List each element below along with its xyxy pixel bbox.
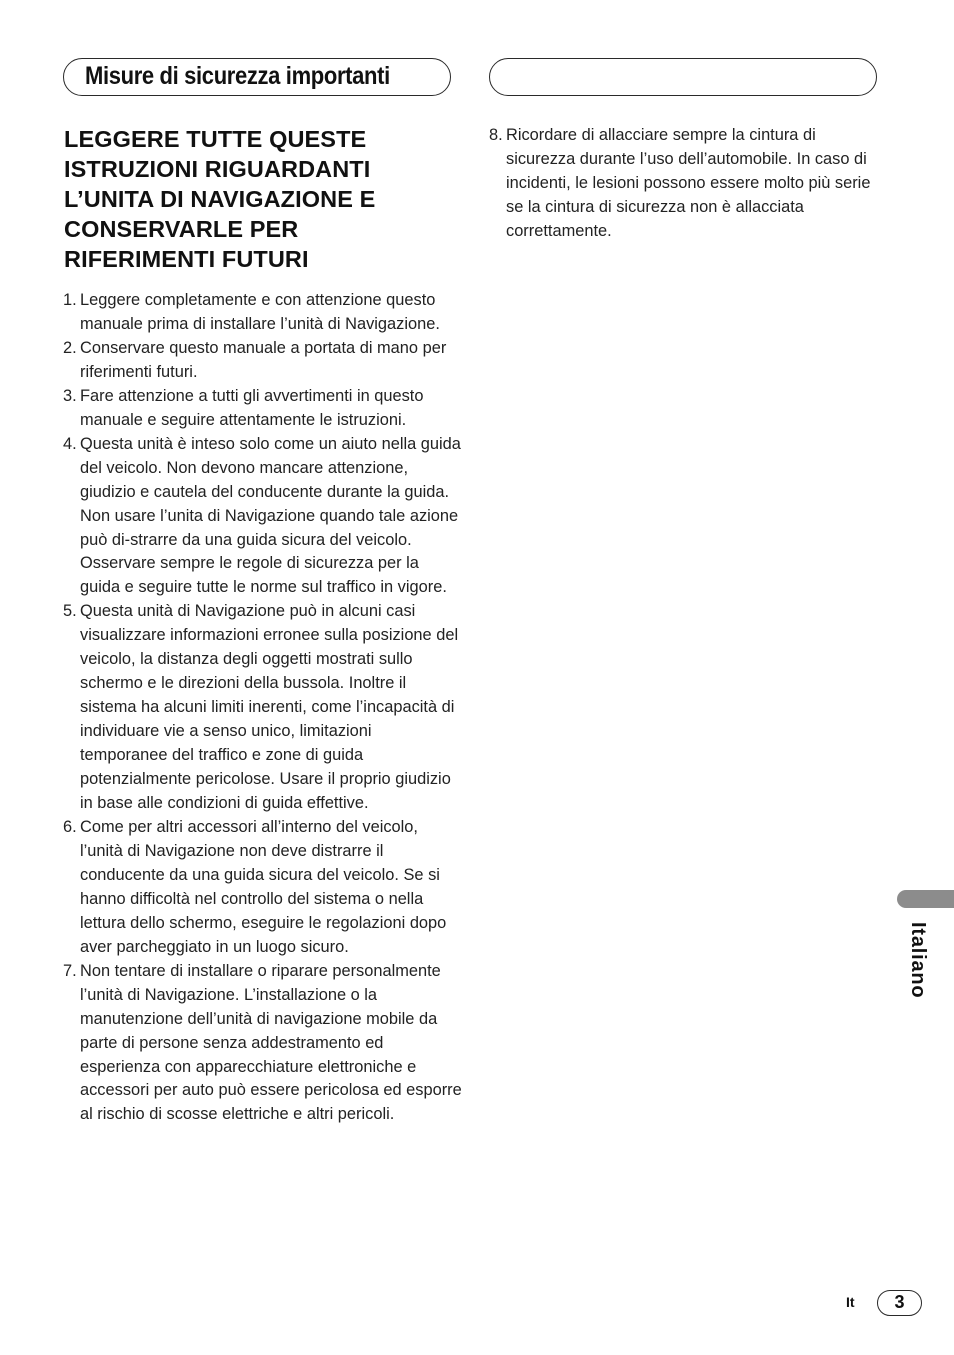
item-text: Conservare questo manuale a portata di mano per riferimenti futuri. (80, 338, 447, 381)
list-item (63, 960, 463, 1128)
item-number: 6. (63, 817, 77, 836)
section-title: Misure di sicurezza importanti (85, 62, 390, 90)
item-number: 8. (489, 126, 503, 144)
list-item (63, 385, 463, 433)
list-item (63, 337, 463, 385)
list-item (63, 289, 463, 337)
main-heading: LEGGERE TUTTE QUESTE ISTRUZIONI RIGUARDANTI L’UNITA DI NAVIGAZIONE E CONSERVARLE PER RIFERIMENTI FUTURI (64, 126, 376, 272)
item-number: 3. (63, 386, 77, 405)
item-number: 5. (63, 602, 77, 621)
item-number: 1. (63, 291, 77, 309)
item-text: Fare attenzione a tutti gli avvertimenti in questo manuale e seguire attentamente le istruzioni. (80, 386, 424, 429)
empty-section-pill (489, 58, 877, 96)
list-item (63, 816, 463, 960)
item-text: Questa unità di Navigazione può in alcuni casi visualizzare informazioni erronee sulla posizione del veicolo, la distanza degli oggetti mostrati sullo schermo e le direzioni della bussola. Inoltre il sistema ha alcuni limiti inerenti, come l’incapacità di individuare vie a senso unico, limitazioni temporanee del traffico e zone di guida potenzialmente pericolose. Usare il proprio giudizio in base alle condizioni di guida effettive. (80, 602, 459, 813)
language-code: It (846, 1294, 855, 1310)
list-item (63, 433, 463, 601)
item-number: 2. (63, 338, 77, 357)
item-text: Ricordare di allacciare sempre la cintura di sicurezza durante l’uso dell’automobile. In caso di incidenti, le lesioni possono essere molto più serie se la cintura di sicurezza non è allacciata correttamente. (506, 126, 871, 240)
language-tab-label: Italiano (907, 922, 929, 999)
item-number: 4. (63, 434, 77, 453)
item-text: Non tentare di installare o riparare personalmente l’unità di Navigazione. L’installazione o la manutenzione dell’unità di navigazione mobile da parte di persone senza addestramento ed esperienza con apparecchiature elettroniche e accessori per auto può essere pericolosa ed esporre al rischio di scosse elettriche e altri pericoli. (80, 961, 462, 1124)
language-tab-marker (897, 890, 954, 908)
page-number: 3 (877, 1290, 922, 1316)
list-item (489, 124, 889, 244)
item-text: Come per altri accessori all’interno del veicolo, l’unità di Navigazione non deve distrarre il conducente da una guida sicura del veicolo. Se si hanno difficoltà nel controllo del sistema o nella lettura dello schermo, eseguire le regolazioni dopo aver parcheggiato in un luogo sicuro. (80, 817, 447, 956)
instructions-list-left (63, 289, 463, 1127)
list-item (63, 600, 463, 816)
item-number: 7. (63, 961, 77, 980)
item-text: Leggere completamente e con attenzione questo manuale prima di installare l’unità di Navigazione. (80, 291, 440, 333)
section-title-pill (63, 58, 451, 96)
item-text: Questa unità è inteso solo come un aiuto nella guida del veicolo. Non devono mancare attenzione, giudizio e cautela del conducente durante la guida. Non usare l’unita di Navigazione quando tale azione può di-strarre da una guida sicura del veicolo. Osservare sempre le regole di sicurezza per la guida e seguire tutte le norme sul traffico in vigore. (80, 434, 461, 597)
instructions-list-right (489, 124, 889, 244)
